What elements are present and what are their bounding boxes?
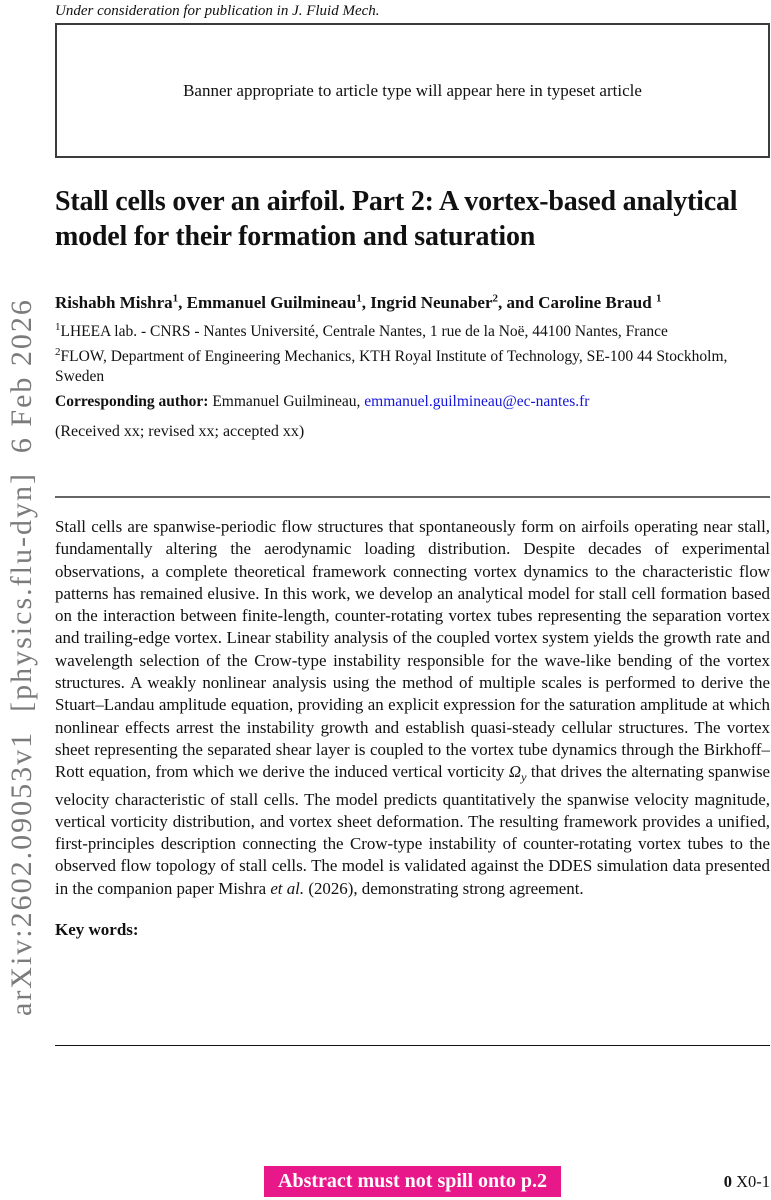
author-name: Emmanuel Guilmineau bbox=[186, 293, 357, 312]
affiliation-sup: 2 bbox=[55, 345, 61, 358]
affiliation-line bbox=[55, 322, 770, 342]
page-number bbox=[724, 1172, 770, 1192]
running-head-note: Under consideration for publication in J. Fluid Mech. bbox=[55, 3, 380, 19]
corresponding-author-label: Corresponding author: bbox=[55, 393, 209, 410]
author-name: Rishabh Mishra bbox=[55, 293, 173, 312]
abstract-warning-badge: Abstract must not spill onto p.2 bbox=[264, 1166, 561, 1197]
corresponding-author-line bbox=[55, 392, 770, 412]
page-footer bbox=[55, 1166, 770, 1197]
corresponding-author-name: Emmanuel Guilmineau, bbox=[208, 393, 365, 410]
etal-italic: et al. bbox=[270, 878, 305, 898]
page-number-id: X0-1 bbox=[731, 1172, 770, 1191]
received-line: (Received xx; revised xx; accepted xx) bbox=[55, 423, 305, 440]
affiliation-text: FLOW, Department of Engineering Mechanics, KTH Royal Institute of Technology, SE-100 44 Stockholm, Sweden bbox=[55, 348, 728, 385]
author-line bbox=[55, 292, 770, 314]
keywords-label: Key words: bbox=[55, 920, 139, 940]
author-affiliation-sup: 2 bbox=[492, 292, 499, 305]
author-separator: , bbox=[361, 293, 371, 312]
author-affiliation-sup: 1 bbox=[356, 292, 362, 305]
author-affiliation-sup: 1 bbox=[172, 292, 179, 305]
author-name: Caroline Braud bbox=[538, 293, 656, 312]
author-affiliation-sup: 1 bbox=[655, 292, 662, 305]
affiliation-text: LHEEA lab. - CNRS - Nantes Université, Centrale Nantes, 1 rue de la Noë, 44100 Nantes, France bbox=[60, 323, 668, 340]
banner-box bbox=[55, 23, 770, 158]
banner-text: Banner appropriate to article type will appear here in typeset article bbox=[183, 80, 642, 100]
affiliation-line bbox=[55, 347, 770, 387]
top-divider bbox=[55, 496, 770, 498]
affiliation-sup: 1 bbox=[55, 320, 61, 333]
email-link[interactable]: emmanuel.guilmineau@ec-nantes.fr bbox=[364, 393, 590, 410]
omega-subscript: y bbox=[521, 770, 527, 785]
author-separator: , bbox=[178, 293, 187, 312]
author-separator: , and bbox=[498, 293, 539, 312]
paper-title: Stall cells over an airfoil. Part 2: A vortex-based analytical model for their formation and saturation bbox=[55, 186, 738, 252]
page-number-volume: 0 bbox=[723, 1172, 732, 1191]
bottom-divider bbox=[55, 1045, 770, 1046]
omega-symbol: Ω bbox=[508, 762, 522, 782]
abstract-part: Stall cells are spanwise-periodic flow structures that spontaneously form on airfoils operating near stall, fundamentally altering the aerodynamic loading distribution. Despite decades of experimental observations, a complete theoretical framework connecting vortex dynamics to the characteristic flow patterns has remained elusive. In this work, we develop an analytical model for stall cell formation based on the interaction between finite-length, counter-rotating vortex tubes representing the separation vortex and trailing-edge vortex. Linear stability analysis of the coupled vortex system yields the growth rate and wavelength selection of the Crow-type instability responsible for the wave-like bending of the vortex structures. A weakly nonlinear analysis using the method of multiple scales is performed to derive the Stuart–Landau amplitude equation, providing an explicit expression for the saturation amplitude at which nonlinear effects arrest the instability growth and establish quasi-steady cellular structures. The vortex sheet representing the separated shear layer is coupled to the vortex tube dynamics through the Birkhoff–Rott equation, from which we derive the induced vertical vorticity bbox=[55, 517, 770, 782]
abstract-text bbox=[55, 516, 770, 900]
page-content bbox=[55, 0, 770, 940]
abstract-part: (2026), demonstrating strong agreement. bbox=[304, 878, 584, 898]
author-name: Ingrid Neunaber bbox=[370, 293, 493, 312]
abstract-part: that drives the alternating spanwise velocity characteristic of stall cells. The model predicts quantitatively the spanwise velocity magnitude, vertical vorticity distribution, and vortex sheet deformation. The resulting framework provides a unified, first-principles description connecting the Crow-type instability of counter-rotating vortex tubes to the observed flow topology of stall cells. The model is validated against the DDES simulation data presented in the companion paper Mishra bbox=[55, 762, 771, 898]
arxiv-watermark: arXiv:2602.09053v1 [physics.flu-dyn] 6 Feb 2026 bbox=[5, 298, 38, 1016]
